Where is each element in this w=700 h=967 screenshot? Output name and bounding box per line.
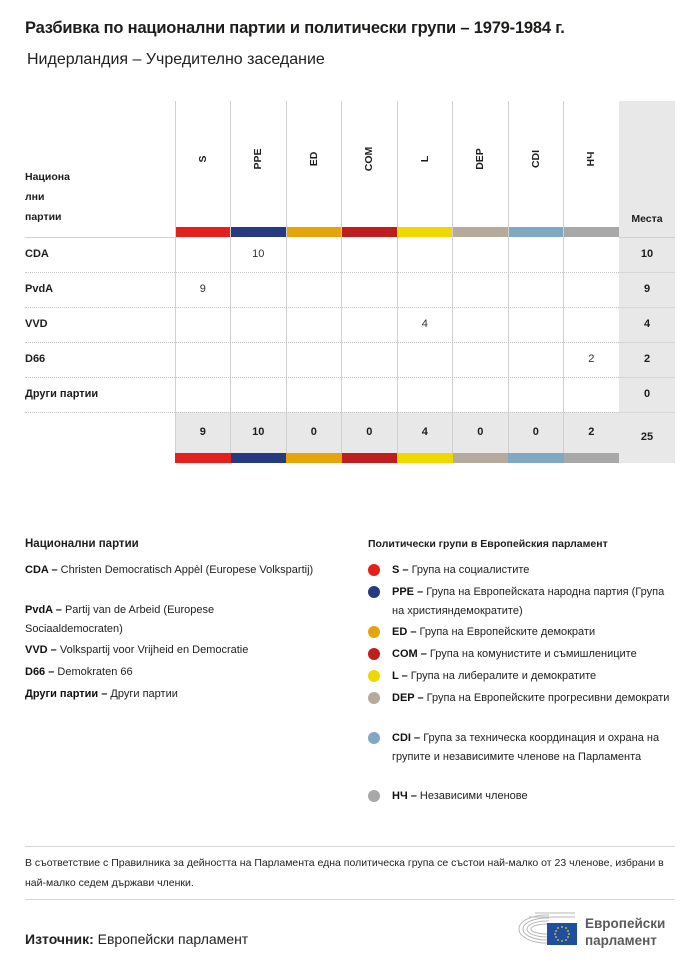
- legend-group-ed: ED – Група на Европейските демократи: [368, 623, 678, 642]
- legend-group-l: L – Група на либералите и демократите: [368, 667, 678, 686]
- legend-group-nch: НЧ – Независими членове: [368, 787, 678, 806]
- color-bar-ppe: [231, 227, 287, 237]
- seats-pvda: 9: [643, 283, 651, 295]
- circle-icon: [368, 670, 380, 682]
- seats-vvd: 4: [643, 318, 651, 330]
- legend-party-d66: D66 – Demokraten 66: [25, 666, 133, 678]
- total-nch: 2: [588, 426, 595, 438]
- color-bar-com: [342, 453, 398, 463]
- color-bar-ppe: [231, 453, 287, 463]
- legend-group-cdi: CDI – Група за техническа координация и охрана на групите и независимите членове на Парламента: [368, 729, 678, 767]
- legend-party-other: Други партии – Други партии: [25, 688, 178, 700]
- color-bar-dep: [453, 227, 509, 237]
- legend-party-vvd: VVD – Volkspartij voor Vrijheid en Democratie: [25, 644, 249, 656]
- row-divider: [25, 272, 619, 273]
- total-ppe: 10: [252, 426, 265, 438]
- total-l: 4: [421, 426, 428, 438]
- legend-party-cda: CDA – Christen Democratisch Appèl (Europese Volkspartij): [25, 564, 314, 576]
- grand-total: 25: [640, 431, 654, 443]
- color-bar-l: [397, 453, 453, 463]
- color-bar-s: [175, 227, 231, 237]
- national-parties-legend-title: Национални партии: [25, 538, 139, 550]
- total-ed: 0: [310, 426, 317, 438]
- political-groups-legend-title: Политически групи в Европейския парламент: [368, 538, 608, 550]
- row-label-vvd: VVD: [25, 318, 48, 330]
- row-divider: [25, 307, 619, 308]
- hemicycle-flag-icon: [515, 909, 581, 947]
- row-header-label: Национа лни партии: [25, 171, 70, 223]
- cell-vvd-l: 4: [421, 318, 428, 330]
- group-header-l: L: [418, 155, 431, 163]
- color-bar-ed: [286, 453, 342, 463]
- seat-distribution-table: [25, 101, 675, 463]
- divider: [25, 899, 675, 900]
- legend-group-ppe: PPE – Група на Европейската народна партия (Група на християндемократите): [368, 583, 678, 621]
- row-divider: [25, 377, 619, 378]
- circle-icon: [368, 564, 380, 576]
- group-header-cdi: CDI: [529, 149, 542, 169]
- total-dep: 0: [477, 426, 484, 438]
- column-divider: [286, 101, 287, 453]
- european-parliament-logo: [515, 909, 685, 949]
- total-com: 0: [366, 426, 373, 438]
- column-divider: [397, 101, 398, 453]
- legend-party-pvda: PvdA – Partij van de Arbeid (Europese Sociaaldemocraten): [25, 604, 215, 635]
- page-title: Разбивка по национални партии и политически групи – 1979-1984 г.: [25, 19, 565, 37]
- group-header-s: S: [196, 155, 209, 163]
- column-divider: [341, 101, 342, 453]
- column-divider: [452, 101, 453, 453]
- color-bar-cdi: [508, 453, 564, 463]
- row-label-d66: D66: [25, 353, 46, 365]
- color-bar-s: [175, 453, 231, 463]
- page-subtitle: Нидерландия – Учредително заседание: [27, 51, 325, 68]
- footnote: В съответствие с Правилника за дейността на Парламента една политическа група се състои най-малко от 23 членове, избрани в най-малко седем държави членки.: [25, 857, 664, 889]
- legend-group-dep: DEP – Група на Европейските прогресивни демократи: [368, 689, 678, 708]
- cell-cda-ppe: 10: [252, 248, 265, 260]
- seats-cda: 10: [640, 248, 654, 260]
- total-s: 9: [199, 426, 206, 438]
- circle-icon: [368, 648, 380, 660]
- source-line: Източник: Европейски парламент: [25, 931, 249, 947]
- column-divider: [563, 101, 564, 453]
- group-header-ed: ED: [307, 151, 320, 167]
- row-label-cda: CDA: [25, 248, 49, 260]
- logo-text: Европейски парламент: [585, 916, 666, 948]
- seats-other: 0: [643, 388, 651, 400]
- cell-d66-nch: 2: [588, 353, 595, 365]
- row-label-pvda: PvdA: [25, 283, 54, 295]
- group-header-ppe: PPE: [252, 148, 265, 170]
- seats-header: Места: [631, 213, 663, 225]
- color-bar-ed: [286, 227, 342, 237]
- circle-icon: [368, 586, 380, 598]
- color-bar-nch: [564, 453, 620, 463]
- circle-icon: [368, 626, 380, 638]
- color-bar-com: [342, 227, 398, 237]
- circle-icon: [368, 790, 380, 802]
- color-bar-dep: [453, 453, 509, 463]
- color-bar-nch: [564, 227, 620, 237]
- row-label-other: Други партии: [25, 388, 99, 400]
- legend-group-com: COM – Група на комунистите и съмишлениците: [368, 645, 678, 664]
- seats-d66: 2: [643, 353, 651, 365]
- circle-icon: [368, 692, 380, 704]
- circle-icon: [368, 732, 380, 744]
- group-header-com: COM: [363, 146, 376, 172]
- group-header-dep: DEP: [474, 148, 487, 170]
- color-bar-cdi: [508, 227, 564, 237]
- color-bar-l: [397, 227, 453, 237]
- divider: [25, 846, 675, 847]
- column-divider: [508, 101, 509, 453]
- group-header-nch: НЧ: [585, 151, 598, 167]
- cell-pvda-s: 9: [199, 283, 206, 295]
- total-cdi: 0: [532, 426, 539, 438]
- legend-group-s: S – Група на социалистите: [368, 561, 678, 580]
- row-divider: [25, 342, 619, 343]
